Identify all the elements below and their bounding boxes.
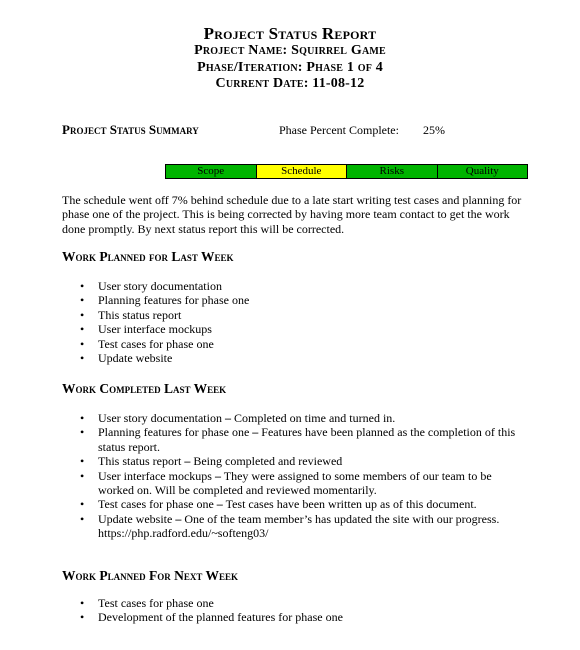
status-cell-risks: Risks bbox=[347, 165, 438, 178]
phase-iteration: Phase/Iteration: Phase 1 of 4 bbox=[197, 59, 383, 75]
bullet-icon: • bbox=[80, 293, 85, 308]
list-item: • This status report – Being completed and reviewed bbox=[80, 454, 343, 469]
list-item: • Test cases for phase one bbox=[80, 336, 214, 351]
summary-paragraph: The schedule went off 7% behind schedule due to a late start writing test cases and planning for phase one of the project. This is being corrected by having more team contact to get the work done promptly. By next status report this will be corrected. bbox=[62, 193, 522, 236]
bullet-icon: • bbox=[80, 610, 85, 625]
bullet-icon: • bbox=[80, 454, 85, 469]
bullet-icon: • bbox=[80, 497, 85, 512]
planned-next-week-list bbox=[80, 596, 525, 625]
bullet-icon: • bbox=[80, 351, 85, 366]
planned-next-week-heading: Work Planned For Next Week bbox=[62, 568, 239, 583]
status-summary-heading: Project Status Summary bbox=[62, 122, 199, 137]
list-item: • User story documentation bbox=[80, 279, 222, 293]
project-name: Project Name: Squirrel Game bbox=[194, 43, 386, 58]
bullet-icon: • bbox=[80, 425, 85, 440]
completed-last-week-list bbox=[80, 411, 525, 541]
list-item: • Planning features for phase one bbox=[80, 293, 250, 308]
phase-percent-label: Phase Percent Complete: bbox=[279, 123, 399, 137]
bullet-icon: • bbox=[80, 307, 85, 322]
list-item: • Test cases for phase one – Test cases have been written up as of this document. bbox=[80, 497, 477, 512]
completed-last-week-heading: Work Completed Last Week bbox=[62, 381, 227, 396]
bullet-icon: • bbox=[80, 468, 85, 483]
bullet-icon: • bbox=[80, 336, 85, 351]
bullet-icon: • bbox=[80, 322, 85, 337]
list-item: • Update website – One of the team member’s has updated the site with our progress. https://php.radford.edu/~softeng03/ bbox=[80, 511, 500, 541]
report-title: Project Status Report bbox=[203, 24, 377, 43]
status-bar bbox=[165, 164, 528, 179]
list-item: • Update website bbox=[80, 351, 173, 366]
current-date: Current Date: 11-08-12 bbox=[215, 76, 365, 91]
planned-last-week-heading: Work Planned for Last Week bbox=[62, 249, 234, 264]
list-item: • Planning features for phase one – Features have been planned as the completion of this status report. bbox=[80, 425, 516, 454]
planned-last-week-list bbox=[80, 279, 525, 365]
bullet-icon: • bbox=[80, 511, 85, 526]
bullet-icon: • bbox=[80, 411, 85, 425]
bullet-icon: • bbox=[80, 279, 85, 293]
status-cell-scope: Scope bbox=[166, 165, 257, 178]
report-header bbox=[0, 24, 580, 93]
list-item: • User story documentation – Completed on time and turned in. bbox=[80, 411, 396, 425]
status-cell-quality: Quality bbox=[438, 165, 528, 178]
status-cell-schedule: Schedule bbox=[257, 165, 348, 178]
list-item: • Development of the planned features for phase one bbox=[80, 610, 343, 625]
list-item: • This status report bbox=[80, 307, 182, 322]
list-item: • User interface mockups bbox=[80, 322, 212, 337]
phase-percent-value: 25% bbox=[423, 123, 445, 137]
list-item: • User interface mockups – They were assigned to some members of our team to be worked on. Will be completed and reviewed momentarily. bbox=[80, 468, 492, 498]
list-item: • Test cases for phase one bbox=[80, 596, 214, 610]
bullet-icon: • bbox=[80, 596, 85, 610]
